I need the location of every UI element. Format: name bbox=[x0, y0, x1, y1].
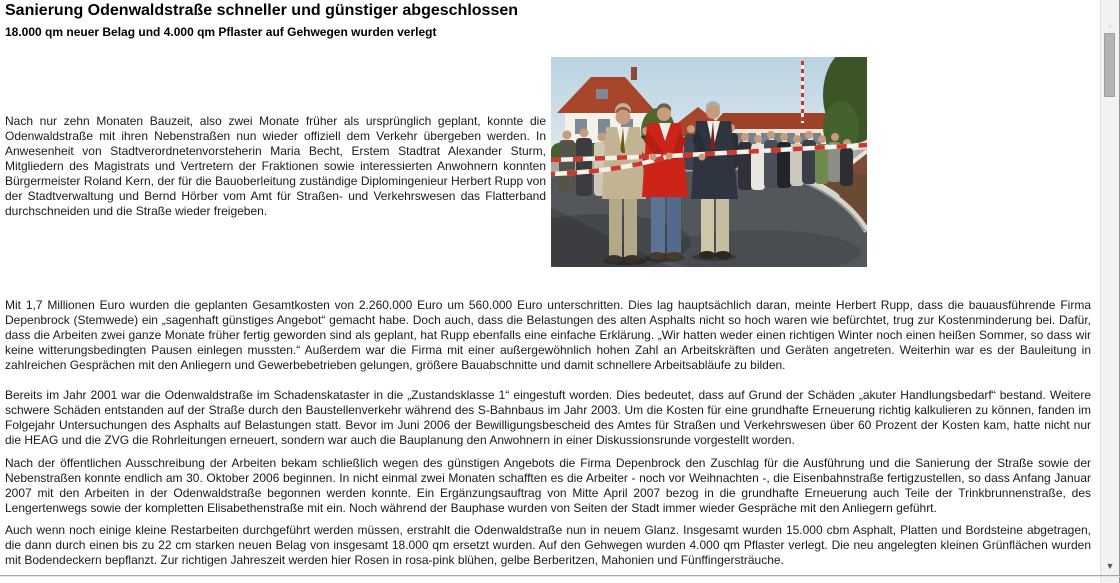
article-paragraph-4: Nach der öffentlichen Ausschreibung der Arbeiten bekam schließlich wegen des günstigen Angebots die Firma Depenbrock den Zuschlag für die Ausführung und die Sanierung der Straße sowie der Nebenstraßen konnte endlich am 30. Oktober 2006 beginnen. In nicht einmal zwei Monaten schafften es die Arbeiter - noch vor Weihnachten -, die Eisenbahnstraße fertigzustellen, so dass Anfang Januar 2007 mit den Arbeiten in der Odenwaldstraße begonnen werden konnte. Ein Ergänzungsauftrag von Mitte April 2007 bezog in die grundhafte Erneuerung auch Teile der Trinkbrunnenstraße, des Lengertenwegs sowie der kompletten Elisabethenstraße mit ein. Noch während der Bauphase wurden von Seiten der Stadt immer wieder Gespräche mit den Anliegern geführt. bbox=[5, 456, 1091, 515]
scrollbar-thumb[interactable] bbox=[1104, 33, 1115, 97]
page-subtitle: 18.000 qm neuer Belag und 4.000 qm Pflaster auf Gehwegen wurden verlegt bbox=[5, 25, 437, 39]
article-paragraph-3: Bereits im Jahr 2001 war die Odenwaldstraße im Schadenskataster in die „Zustandsklasse 1“ eingestuft worden. Dies bedeutet, dass auf Grund der Schäden „akuter Handlungsbedarf“ bestand. Weitere schwere Schäden entstanden auf der Straße durch den Baustellenverkehr während des S-Bahnbaus im Jahr 2003. Um die Kosten für eine grundhafte Erneuerung richtig kalkulieren zu können, fanden im Folgejahr Untersuchungen des Asphalts auf Belastungen statt. Bevor im Juni 2006 der Bewilligungsbescheid des Amtes für Straßen und Verkehrswesen über 60 Prozent der Kosten kam, hatte nicht nur die HEAG und die ZVG die Rohrleitungen erneuert, sondern war auch die Bauplanung den Anwohnern in einer Diskussionsrunde vorgestellt worden. bbox=[5, 388, 1091, 447]
article-paragraph-1: Nach nur zehn Monaten Bauzeit, also zwei Monate früher als ursprünglich geplant, konnte die Odenwaldstraße mit ihren Nebenstraßen nun wieder offiziell dem Verkehr übergeben werden. In Anwesenheit von Stadtverordnetenvorsteherin Maria Becht, Erstem Stadtrat Alexander Sturm, Mitgliedern des Magistrats und Vertretern der Fraktionen sowie interessierten Anwohnern konnten Bürgermeister Roland Kern, der für die Bauoberleitung zuständige Diplomingenieur Herbert Rupp von der Stadtverwaltung und Bernd Hörber vom Amt für Straßen- und Verkehrswesen das Flatterband durchschneiden und die Straße wieder freigeben. bbox=[5, 114, 546, 218]
article-paragraph-5: Auch wenn noch einige kleine Restarbeiten durchgeführt werden müssen, erstrahlt die Odenwaldstraße nun in neuem Glanz. Insgesamt wurden 15.000 cbm Asphalt, Platten und Bordsteine abgetragen, die dann durch einen bis zu 22 cm starken neuen Belag von insgesamt 18.000 qm ersetzt wurden. Auf den Gehwegen wurden 4.000 qm Pflaster verlegt. Die neu angelegten kleinen Grünflächen wurden mit Bodendeckern bepflanzt. Zur richtigen Jahreszeit werden hier Rosen in rosa-pink blühen, gelbe Berberitzen, Mahonien und Fünffingersträuche. bbox=[5, 523, 1091, 567]
frame-bottom-border bbox=[0, 575, 1120, 576]
vertical-scrollbar[interactable] bbox=[1100, 0, 1120, 583]
article-paragraph-2: Mit 1,7 Millionen Euro wurden die geplanten Gesamtkosten von 2.260.000 Euro um 560.000 Euro unterschritten. Dies lag hauptsächlich daran, meinte Herbert Rupp, dass die bauausführende Firma Depenbrock (Stemwede) ein „sagenhaft günstiges Angebot“ gemacht habe. Doch auch, dass die Belastungen des alten Asphalts nicht so hoch waren wie befürchtet, trug zur Kostenminderung bei. Dafür, dass die Arbeiten zwei ganze Monate früher fertig geworden sind als geplant, hat Rupp ebenfalls eine einfache Erklärung. „Wir hatten weder einen richtigen Winter noch einen heißen Sommer, so dass wir keine witterungsbedingten Pausen einlegen mussten.“ Außerdem war die Firma mit einer außergewöhnlich hohen Zahl an Arbeitskräften und Geräten angetreten. Weiterhin war es der Bauleitung in zahlreichen Gesprächen mit den Anliegern und Gewerbebetrieben gelungen, größere Bauabschnitte und damit schnellere Arbeitsabläufe zu bilden. bbox=[5, 298, 1091, 372]
chevron-down-icon: ▼ bbox=[1105, 561, 1115, 571]
scroll-up-button[interactable] bbox=[1101, 19, 1119, 33]
ribbon-cutting-photo bbox=[551, 57, 867, 267]
scroll-down-button[interactable] bbox=[1101, 558, 1119, 574]
page-title: Sanierung Odenwaldstraße schneller und günstiger abgeschlossen bbox=[5, 2, 519, 19]
flag-pole bbox=[801, 61, 804, 123]
chevron-up-icon: ▲ bbox=[1106, 21, 1114, 30]
